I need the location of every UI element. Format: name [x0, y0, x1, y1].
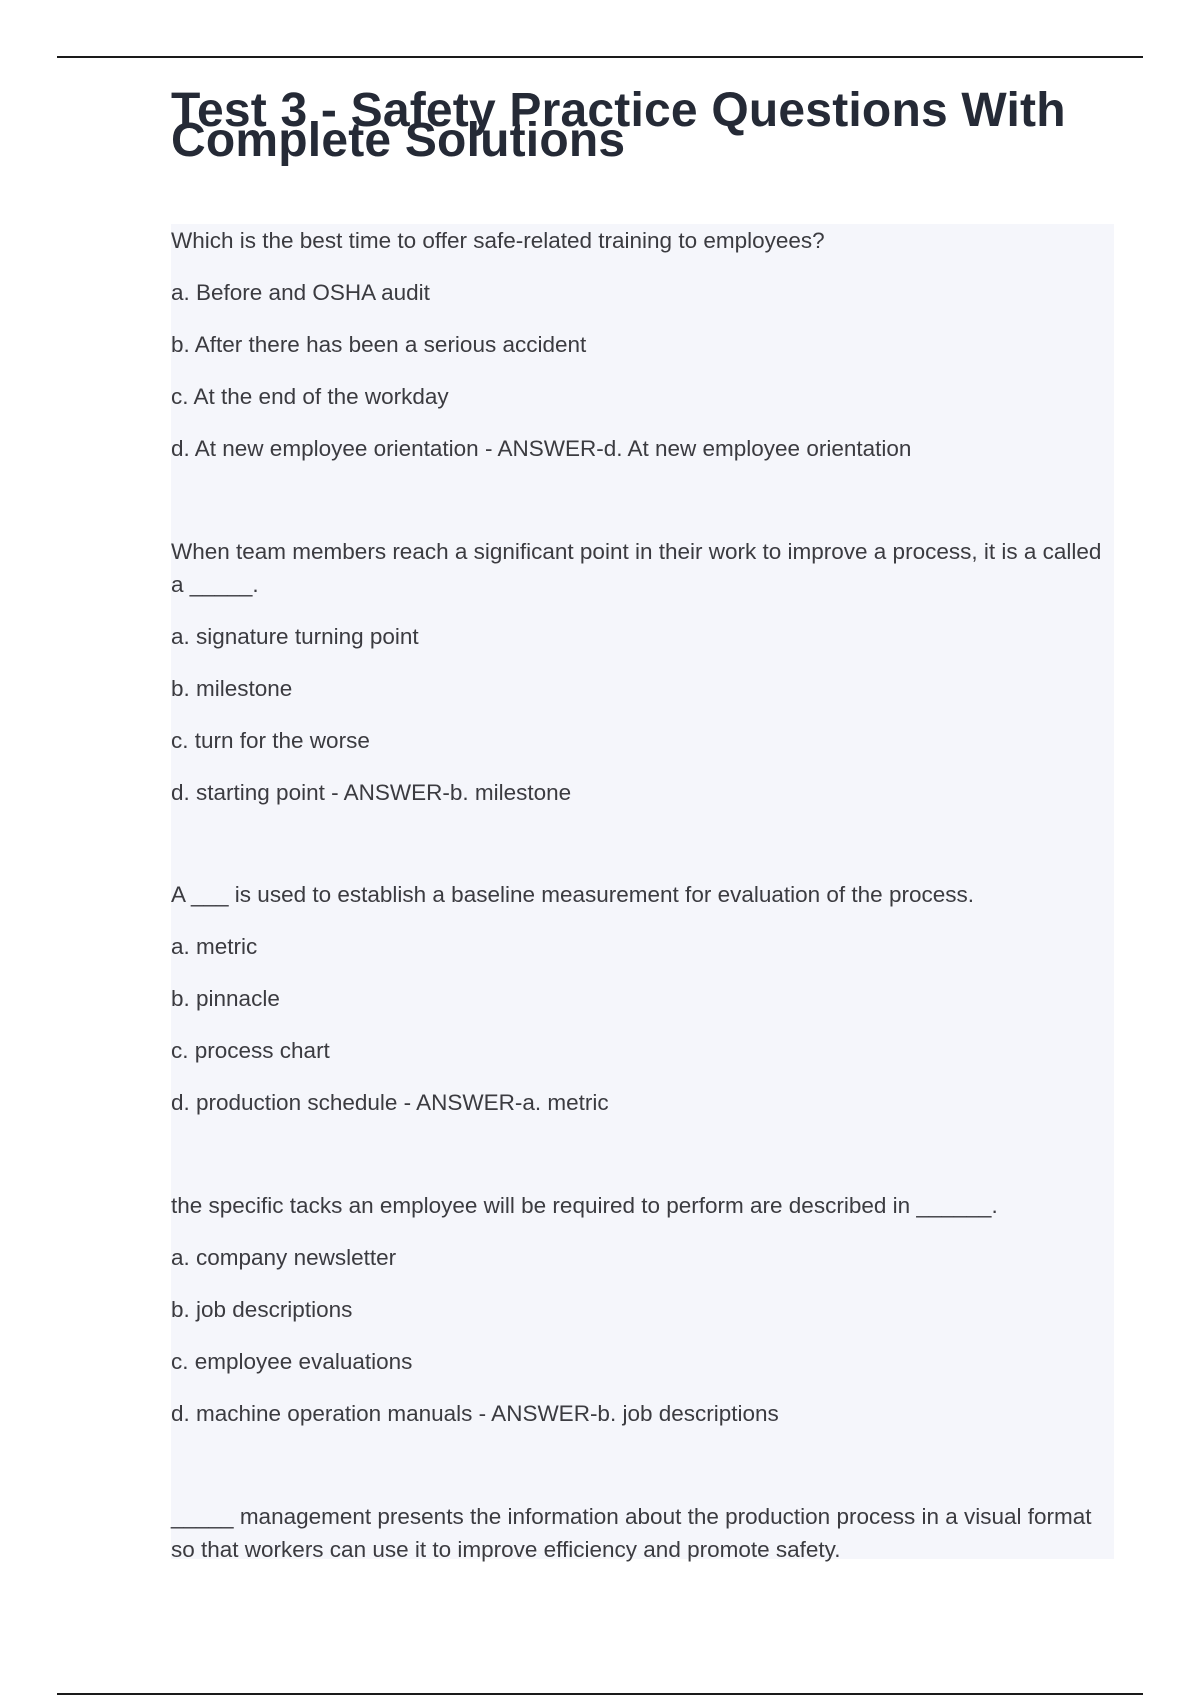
answer-option: b. milestone — [171, 676, 293, 701]
question-block-2 — [171, 535, 1114, 809]
question-text: the specific tacks an employee will be required to perform are described in ______. — [171, 1193, 998, 1218]
question-text: A ___ is used to establish a baseline measurement for evaluation of the process. — [171, 882, 974, 907]
top-rule — [57, 56, 1143, 58]
answer-option: c. employee evaluations — [171, 1349, 413, 1374]
answer-option: a. metric — [171, 934, 258, 959]
answer-option: a. signature turning point — [171, 624, 419, 649]
answer-option: b. pinnacle — [171, 986, 280, 1011]
answer-option: c. process chart — [171, 1038, 330, 1063]
question-text: Which is the best time to offer safe-related training to employees? — [171, 228, 825, 253]
question-block-3 — [171, 878, 1114, 1119]
question-block-4 — [171, 1189, 1114, 1430]
bottom-rule — [57, 1693, 1143, 1695]
answer-option-with-answer: d. machine operation manuals - ANSWER-b. job descriptions — [171, 1401, 779, 1426]
answer-option: c. turn for the worse — [171, 728, 370, 753]
answer-option: a. Before and OSHA audit — [171, 280, 430, 305]
answer-option: b. After there has been a serious accident — [171, 332, 587, 357]
answer-option-with-answer: d. At new employee orientation - ANSWER-d. At new employee orientation — [171, 436, 912, 461]
question-block-1 — [171, 224, 1114, 465]
question-list — [171, 224, 1114, 1562]
question-block-5 — [171, 1500, 1114, 1585]
answer-option: b. job descriptions — [171, 1297, 353, 1322]
answer-option: a. company newsletter — [171, 1245, 397, 1270]
document-title: Test 3 - Safety Practice Questions With Complete Solutions — [171, 84, 1066, 167]
question-text: _____ management presents the information about the production process in a visual format so that workers can use it to improve efficiency and promote safety. — [171, 1504, 1092, 1562]
question-text: When team members reach a significant point in their work to improve a process, it is a called a _____. — [171, 539, 1102, 597]
answer-option-with-answer: d. starting point - ANSWER-b. milestone — [171, 780, 572, 805]
answer-option-with-answer: d. production schedule - ANSWER-a. metric — [171, 1090, 609, 1115]
answer-option: c. At the end of the workday — [171, 384, 449, 409]
